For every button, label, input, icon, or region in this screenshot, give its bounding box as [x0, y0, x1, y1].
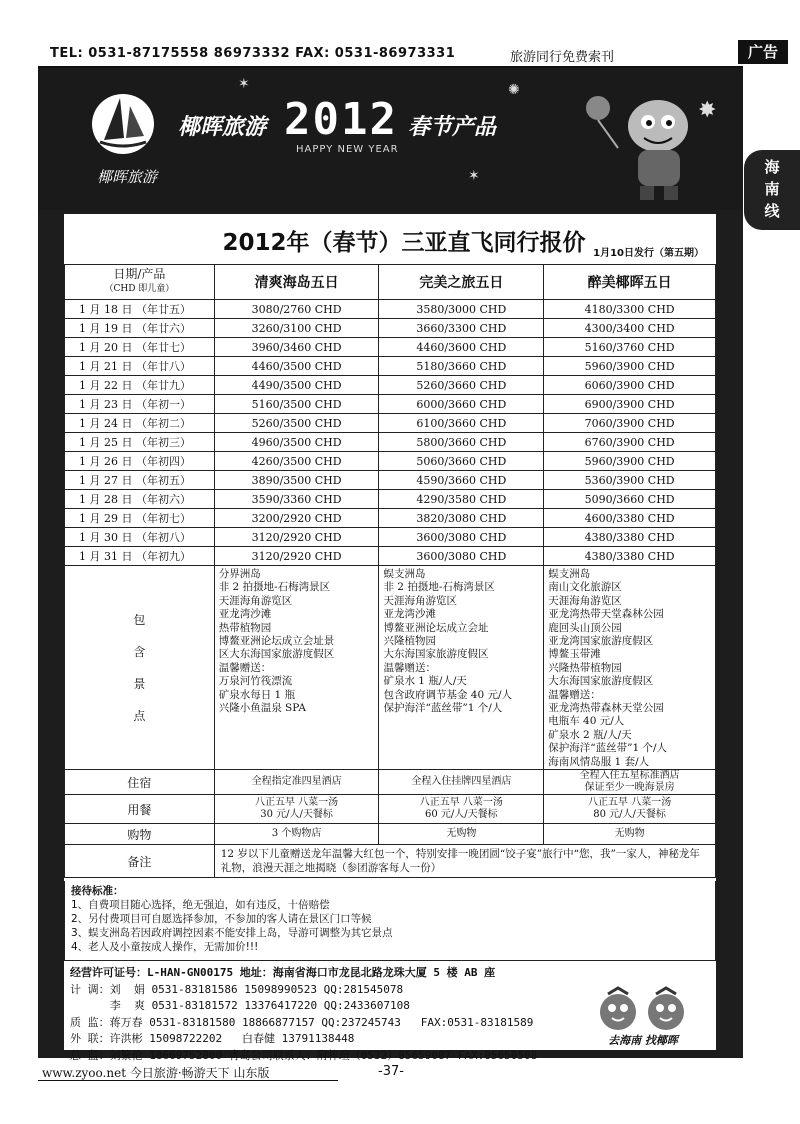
shopping-row — [65, 824, 716, 845]
attraction-item: 亚龙湾热带森林天堂公园 — [548, 702, 664, 715]
attraction-item: 鹿回头山顶公园 — [548, 621, 622, 634]
standards-item: 1、自费项目随心选择，绝无强迫，如有违反，十倍赔偿 — [71, 899, 330, 911]
ad-tag: 广告 — [738, 40, 788, 64]
price-cell: 3120/2920 CHD — [214, 547, 379, 566]
price-cell: 3200/2920 CHD — [214, 509, 379, 528]
meals-cell: 八正五早 八菜一汤 80 元/人/天餐标 — [544, 795, 716, 824]
attraction-item: 分界洲岛 — [218, 568, 261, 580]
price-cell: 4490/3500 CHD — [214, 376, 379, 395]
price-row — [65, 433, 716, 452]
lodging-cell: 全程指定准四星酒店 — [214, 770, 379, 795]
mascot-caption: 去海南 找椰晖 — [608, 1034, 678, 1047]
includes-label-char: 包 — [133, 612, 146, 627]
contact-line: 总 监：刘繁伦 18669752800 青岛公司联系人：附梓瑄（0532）85659087 FAX:85650508 — [70, 1048, 538, 1062]
attraction-item: 温馨赠送： — [383, 661, 436, 674]
price-cell: 4180/3300 CHD — [544, 300, 716, 319]
price-cell: 4300/3400 CHD — [544, 319, 716, 338]
price-frame — [38, 210, 743, 1062]
date-cell: 1 月 27 日 （年初五） — [65, 471, 215, 490]
standards-heading: 接待标准： — [71, 885, 124, 897]
date-cell: 1 月 23 日 （年初一） — [65, 395, 215, 414]
price-table — [64, 264, 716, 878]
price-cell: 4380/3380 CHD — [544, 528, 716, 547]
price-cell: 5180/3660 CHD — [379, 357, 544, 376]
includes-label-char: 景 — [133, 676, 146, 691]
price-row — [65, 357, 716, 376]
table-header-row — [65, 265, 716, 300]
attraction-item: 蜈支洲岛 — [383, 568, 426, 580]
price-body — [65, 300, 716, 566]
firework-icon: ✺ — [508, 82, 520, 98]
attraction-item: 区大东海国家旅游度假区 — [218, 648, 335, 661]
lodging-cell: 全程入住五星标准酒店 保证至少一晚海景房 — [544, 770, 716, 795]
lodging-row — [65, 770, 716, 795]
attraction-item: 矿泉水 2 瓶/人/天 — [548, 728, 632, 741]
firework-icon: ✶ — [468, 168, 480, 184]
date-column-header — [65, 265, 215, 300]
company-logo — [62, 92, 192, 192]
price-cell: 3120/2920 CHD — [214, 528, 379, 547]
price-row — [65, 319, 716, 338]
price-row — [65, 338, 716, 357]
contact-line: 质 监：蒋万春 0531-83181580 18866877157 QQ:237245743 FAX:0531-83181589 — [70, 1015, 534, 1029]
includes-row — [65, 566, 716, 770]
attraction-item: 博鳌玉带滩 — [548, 648, 601, 661]
date-cell: 1 月 21 日 （年廿八） — [65, 357, 215, 376]
logo-brand-text: 椰晖旅游 — [96, 168, 157, 186]
attraction-item: 热带植物园 — [218, 621, 272, 634]
date-cell: 1 月 22 日 （年廿九） — [65, 376, 215, 395]
attraction-item: 博鳌亚洲论坛成立会址 — [383, 621, 489, 634]
price-cell: 6000/3660 CHD — [379, 395, 544, 414]
attraction-item: 南山文化旅游区 — [548, 581, 622, 594]
price-cell: 4600/3380 CHD — [544, 509, 716, 528]
price-cell: 4590/3660 CHD — [379, 471, 544, 490]
attraction-item: 大东海国家旅游度假区 — [548, 675, 654, 688]
attraction-item: 天涯海角游览区 — [548, 594, 622, 607]
banner-year: 2012 — [284, 94, 398, 145]
price-cell: 5960/3900 CHD — [544, 357, 716, 376]
product-header: 清爽海岛五日 — [214, 265, 379, 300]
banner-product: 春节产品 — [408, 115, 497, 140]
price-cell: 3890/3500 CHD — [214, 471, 379, 490]
region-tab — [744, 150, 800, 230]
price-row — [65, 509, 716, 528]
price-row — [65, 490, 716, 509]
header-contact: TEL: 0531-87175558 86973332 FAX: 0531-86973331 — [50, 46, 456, 61]
shopping-label: 购物 — [65, 824, 215, 845]
attraction-item: 包含政府调节基金 40 元/人 — [383, 688, 513, 701]
attraction-item: 温馨赠送： — [218, 661, 272, 674]
price-row — [65, 547, 716, 566]
price-row — [65, 414, 716, 433]
price-cell: 3590/3360 CHD — [214, 490, 379, 509]
price-cell: 6100/3660 CHD — [379, 414, 544, 433]
remarks-label: 备注 — [65, 845, 215, 878]
attraction-item: 天涯海角游览区 — [383, 594, 457, 607]
price-cell: 6760/3900 CHD — [544, 433, 716, 452]
includes-label-char: 点 — [133, 708, 146, 723]
price-cell: 3580/3000 CHD — [379, 300, 544, 319]
attraction-item: 矿泉水 1 瓶/人/天 — [383, 675, 467, 688]
date-cell: 1 月 20 日 （年廿七） — [65, 338, 215, 357]
price-cell: 6060/3900 CHD — [544, 376, 716, 395]
price-row — [65, 528, 716, 547]
attraction-item: 海南风情岛服 1 套/人 — [548, 755, 650, 768]
price-row — [65, 376, 716, 395]
meals-row — [65, 795, 716, 824]
meals-label: 用餐 — [65, 795, 215, 824]
price-cell: 5160/3760 CHD — [544, 338, 716, 357]
price-row — [65, 452, 716, 471]
attraction-item: 亚龙湾热带天堂森林公园 — [548, 608, 664, 621]
header-index: 旅游同行免费索刊 — [510, 50, 615, 65]
date-cell: 1 月 29 日 （年初七） — [65, 509, 215, 528]
shopping-cell: 无购物 — [379, 824, 544, 845]
product-header: 完美之旅五日 — [379, 265, 544, 300]
attraction-item: 温馨赠送： — [548, 688, 601, 701]
price-cell: 3080/2760 CHD — [214, 300, 379, 319]
contact-line: 李 爽 0531-83181572 13376417220 QQ:2433607108 — [70, 999, 410, 1012]
price-cell: 5260/3660 CHD — [379, 376, 544, 395]
coconut-mascot-icon — [578, 986, 708, 1032]
price-cell: 5160/3500 CHD — [214, 395, 379, 414]
remarks-row — [65, 845, 716, 878]
price-cell: 5260/3500 CHD — [214, 414, 379, 433]
price-cell: 3260/3100 CHD — [214, 319, 379, 338]
attraction-item: 兴隆小鱼温泉 SPA — [218, 702, 306, 715]
date-cell: 1 月 31 日 （年初九） — [65, 547, 215, 566]
price-cell: 5800/3660 CHD — [379, 433, 544, 452]
attraction-item: 兴隆植物园 — [383, 635, 436, 648]
sail-logo-icon — [90, 92, 156, 156]
firework-icon: ✶ — [238, 76, 250, 92]
top-header — [38, 44, 788, 64]
issue-info: 1月10日发行（第五期） — [593, 248, 704, 259]
attraction-item: 蜈支洲岛 — [548, 568, 591, 580]
price-cell: 3660/3300 CHD — [379, 319, 544, 338]
banner-greeting: HAPPY NEW YEAR — [296, 144, 399, 155]
region-tab-char: 线 — [764, 202, 780, 220]
price-row — [65, 471, 716, 490]
region-tab-char: 南 — [764, 180, 780, 198]
lodging-label: 住宿 — [65, 770, 215, 795]
includes-cell — [544, 566, 716, 770]
service-standards — [64, 881, 716, 961]
price-cell: 5960/3900 CHD — [544, 452, 716, 471]
date-cell: 1 月 19 日 （年廿六） — [65, 319, 215, 338]
attraction-item: 亚龙湾沙滩 — [383, 608, 436, 621]
date-cell: 1 月 28 日 （年初六） — [65, 490, 215, 509]
standards-item: 4、老人及小童按成人操作，无需加价!!! — [71, 941, 259, 953]
attraction-item: 非 2 拍摄地-石梅湾景区 — [218, 581, 331, 594]
attraction-item: 电瓶车 40 元/人 — [548, 715, 625, 728]
date-header-sub: （CHD 即儿童） — [104, 284, 175, 294]
price-title: 2012年（春节）三亚直飞同行报价 — [222, 230, 586, 256]
date-cell: 1 月 25 日 （年初三） — [65, 433, 215, 452]
price-sheet — [64, 214, 716, 1062]
price-cell: 4960/3500 CHD — [214, 433, 379, 452]
price-cell: 4290/3580 CHD — [379, 490, 544, 509]
contact-line: 计 调：刘 娟 0531-83181586 15098990523 QQ:281545078 — [70, 982, 404, 996]
price-cell: 3960/3460 CHD — [214, 338, 379, 357]
price-cell: 5060/3660 CHD — [379, 452, 544, 471]
attraction-item: 保护海洋“蓝丝带”1 个/人 — [383, 702, 503, 715]
date-cell: 1 月 26 日 （年初四） — [65, 452, 215, 471]
attraction-item: 亚龙湾沙滩 — [218, 608, 272, 621]
shopping-cell: 3 个购物店 — [214, 824, 379, 845]
lodging-cell: 全程入住挂牌四星酒店 — [379, 770, 544, 795]
price-cell: 3600/3080 CHD — [379, 528, 544, 547]
price-cell: 5090/3660 CHD — [544, 490, 716, 509]
attraction-item: 矿泉水每日 1 瓶 — [218, 688, 296, 701]
remarks-cell: 12 岁以下儿童赠送龙年温馨大红包一个，特别安排一晚团圆“饺子宴”旅行中“您，我”一家人，神秘龙年礼物，浪漫天涯之地揭晓（参团游客每人一份） — [214, 845, 715, 878]
standards-item: 3、蜈支洲岛若因政府调控因素不能安排上岛，导游可调整为其它景点 — [71, 927, 393, 939]
price-cell: 4460/3500 CHD — [214, 357, 379, 376]
footer-website: www.zyoo.net 今日旅游·畅游天下 山东版 — [42, 1066, 270, 1080]
attraction-item: 天涯海角游览区 — [218, 594, 293, 607]
firework-icon: ✸ — [698, 98, 717, 123]
meals-cell: 八正五早 八菜一汤 60 元/人/天餐标 — [379, 795, 544, 824]
attraction-item: 非 2 拍摄地-石梅湾景区 — [383, 581, 495, 594]
includes-label-char: 含 — [133, 644, 146, 659]
coconut-mascots — [578, 986, 708, 1048]
price-cell: 4260/3500 CHD — [214, 452, 379, 471]
date-header-label: 日期/产品 — [113, 267, 166, 281]
banner-slogan: 椰晖旅游 — [178, 115, 267, 140]
price-cell: 3600/3080 CHD — [379, 547, 544, 566]
includes-cell — [214, 566, 379, 770]
includes-cell — [379, 566, 544, 770]
price-cell: 4460/3600 CHD — [379, 338, 544, 357]
price-row — [65, 300, 716, 319]
shopping-cell: 无购物 — [544, 824, 716, 845]
dragon-mascot-icon — [578, 78, 708, 208]
license-line: 经营许可证号：L-HAN-GN00175 地址：海南省海口市龙昆北路龙珠大厦 5 楼 AB 座 — [70, 966, 496, 979]
attraction-item: 大东海国家旅游度假区 — [383, 648, 489, 661]
attraction-item: 博鳌亚洲论坛成立会址景 — [218, 635, 335, 648]
date-cell: 1 月 24 日 （年初二） — [65, 414, 215, 433]
attraction-item: 兴隆热带植物园 — [548, 661, 622, 674]
attraction-item: 保护海洋“蓝丝带”1 个/人 — [548, 742, 668, 755]
price-cell: 3820/3080 CHD — [379, 509, 544, 528]
price-cell: 5360/3900 CHD — [544, 471, 716, 490]
price-row — [65, 395, 716, 414]
contact-line: 外 联：许洪彬 15098722202 白春健 13791138448 — [70, 1032, 355, 1045]
product-header: 醉美椰晖五日 — [544, 265, 716, 300]
region-tab-char: 海 — [764, 158, 780, 176]
meals-cell: 八正五早 八菜一汤 30 元/人/天餐标 — [214, 795, 379, 824]
footer-rule — [38, 1080, 338, 1081]
page-number: -37- — [378, 1064, 404, 1079]
price-cell: 4380/3380 CHD — [544, 547, 716, 566]
price-cell: 6900/3900 CHD — [544, 395, 716, 414]
price-cell: 7060/3900 CHD — [544, 414, 716, 433]
attraction-item: 万泉河竹筏漂流 — [218, 675, 293, 688]
banner — [38, 68, 743, 210]
standards-item: 2、另付费项目可自愿选择参加，不参加的客人请在景区门口等候 — [71, 913, 372, 925]
date-cell: 1 月 30 日 （年初八） — [65, 528, 215, 547]
includes-label — [65, 566, 215, 770]
attraction-item: 亚龙湾国家旅游度假区 — [548, 635, 654, 648]
date-cell: 1 月 18 日 （年廿五） — [65, 300, 215, 319]
